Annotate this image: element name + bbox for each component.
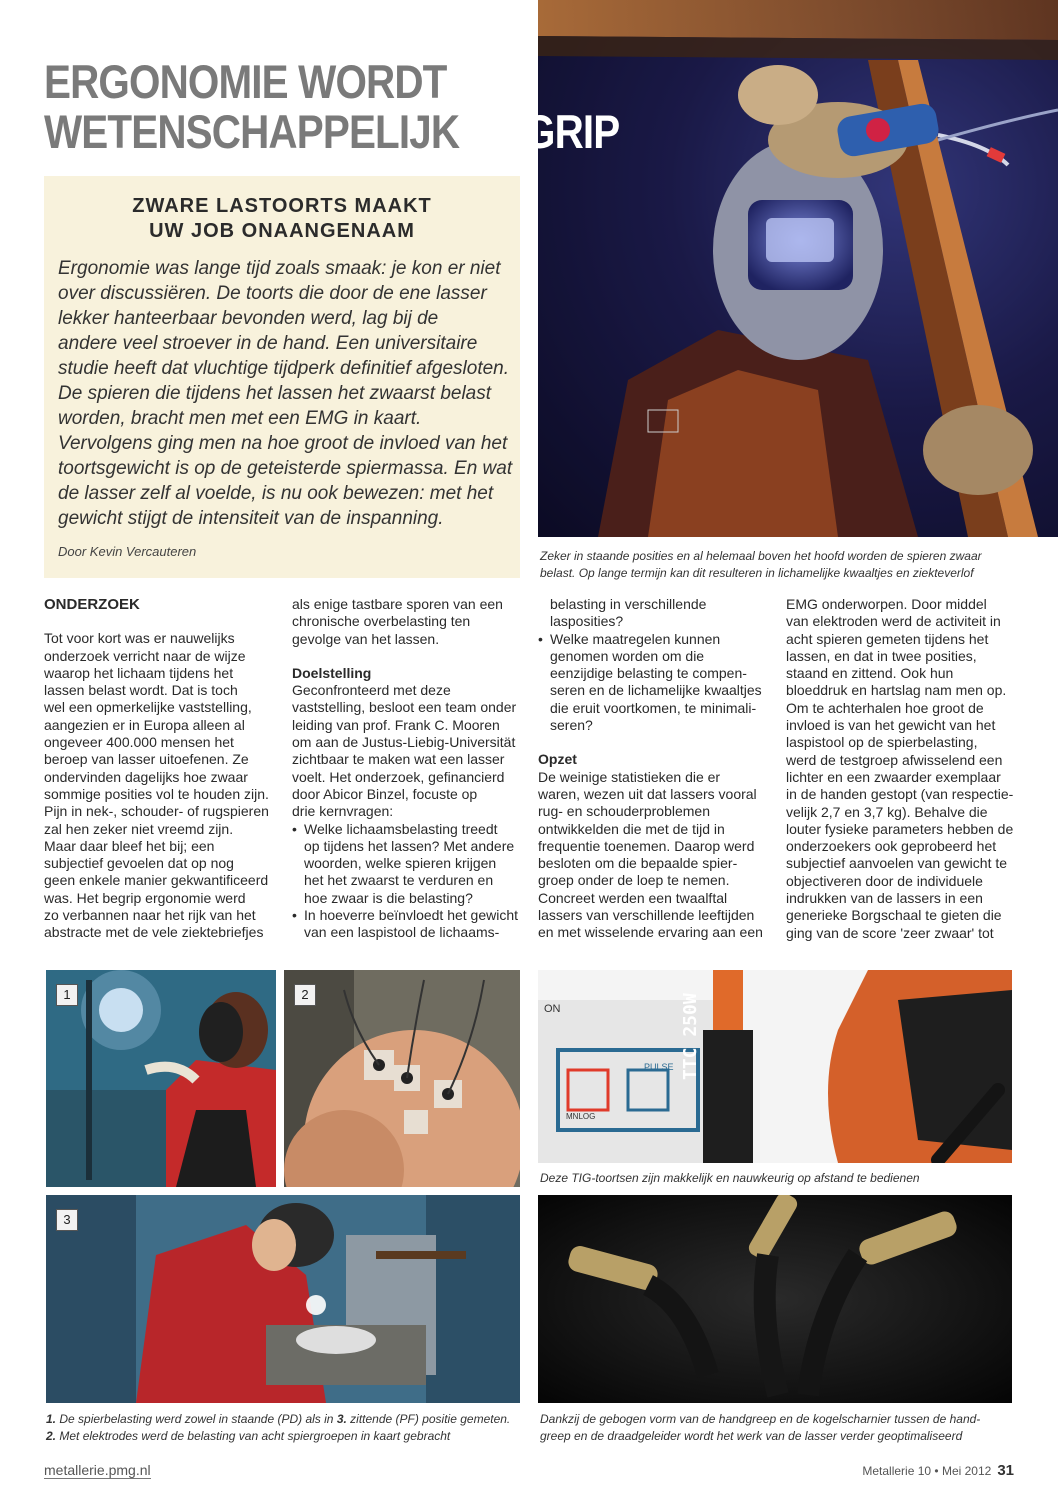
body-line: invloed is van het gewicht van het: [786, 717, 996, 734]
body-line: subjectief gevoelen dat op nog: [44, 855, 234, 872]
photo-electrodes-back: [284, 970, 520, 1187]
intro-line: Ergonomie was lange tijd zoals smaak: je kon er niet: [58, 258, 501, 279]
photo-number-1: 1: [56, 984, 78, 1006]
page-number: 31: [997, 1462, 1014, 1479]
machine-on-label: ON: [544, 1003, 561, 1015]
hero-caption-line2: belast. Op lange termijn kan dit resulteren in lichamelijke kwaaltjes en ziekteverlof: [540, 566, 974, 580]
hero-caption-line1: Zeker in staande posities en al helemaal boven het hoofd worden de spieren zwaar: [540, 549, 982, 563]
machine-model-label: TTC 250W: [680, 993, 701, 1080]
body-line: abstracte met de vele ziektebriefjes: [44, 924, 264, 941]
body-line: van elektroden werd de activiteit in: [786, 613, 1001, 630]
page-title-line2: [44, 105, 620, 158]
caption-text: zittende (PF) positie gemeten.: [346, 1412, 511, 1426]
body-line: lassen belast wordt. Dat is toch: [44, 682, 238, 699]
caption-text: Met elektrodes werd de belasting van acht spiergroepen in kaart gebracht: [56, 1429, 451, 1443]
body-line: lassers van verschillende leeftijden: [538, 907, 755, 924]
body-line: Concreet werden een twaalftal: [538, 889, 728, 906]
body-line: louter fysieke parameters hebben de: [786, 820, 1014, 837]
body-line: zo verbannen naar het rijk van het: [44, 907, 256, 924]
body-line: drie kernvragen:: [292, 803, 394, 820]
section-heading-onderzoek: ONDERZOEK: [44, 596, 140, 613]
footer-site[interactable]: metallerie.pmg.nl: [44, 1462, 151, 1478]
intro-box: [44, 176, 520, 578]
footer-issue-text: Metallerie 10 • Mei 2012: [862, 1464, 992, 1478]
body-line: om aan de Justus-Liebig-Universität: [292, 734, 516, 751]
intro-line: De spieren die tijdens het lassen het zwaarst belast: [58, 383, 492, 404]
body-line: sommige posities vol te houden zijn.: [44, 785, 269, 802]
section-heading-doelstelling: Doelstelling: [292, 664, 372, 681]
intro-line: over discussiëren. De toorts die door de ene lasser: [58, 283, 487, 304]
body-line: bloeddruk en hartslag nam men op.: [786, 682, 1007, 699]
body-line: als enige tastbare sporen van een: [292, 596, 503, 612]
photo-caption-left-line1: [46, 1411, 510, 1428]
page-title-accent: BEGRIP: [469, 105, 620, 158]
intro-lead: [58, 256, 514, 531]
bullet-line: op tijdens het lassen? Met andere: [304, 837, 515, 854]
hero-photo-welder: [538, 0, 1058, 537]
torch-caption: [540, 1411, 980, 1445]
footer-site-link[interactable]: [44, 1462, 151, 1478]
body-line: werd de testgroep afwisselend een: [786, 751, 1003, 768]
body-line: en met wisselende ervaring aan een: [538, 924, 763, 941]
intro-line: studie heeft dat vluchtige tijdperk definitief afgesloten.: [58, 358, 510, 379]
body-line: Tot voor kort was er nauwelijks: [44, 630, 235, 647]
intro-line: lekker hanteerbaar bevonden werd, lag bij de: [58, 308, 439, 329]
bullet-line: van een laspistool de lichaams-: [304, 924, 500, 941]
bullet-line: eenzijdige belasting te compen-: [550, 665, 747, 682]
body-line: velijk 2,7 en 3,7 kg). Behalve die: [786, 803, 988, 820]
bullet-line: hoe zwaar is die belasting?: [304, 889, 473, 906]
body-line: waarop het lichaam tijdens het: [44, 664, 234, 681]
body-line: vaststelling, besloot een team onder: [292, 699, 517, 716]
caption-text: De spierbelasting werd zowel in staande (PD) als in: [56, 1412, 337, 1426]
body-line: was. Het begrip ergonomie werd: [44, 889, 246, 906]
body-line: lichter en een zwaarder exemplaar: [786, 768, 1001, 785]
body-line: voelt. Het onderzoek, gefinancierd: [292, 768, 505, 785]
photo-seated-welder: [46, 1195, 520, 1403]
intro-line: de lasser zelf al voelde, is nu ook bewezen: met het: [58, 483, 494, 504]
photo-number-3: 3: [56, 1209, 78, 1231]
body-line: chronische overbelasting ten: [292, 613, 471, 630]
intro-line: gewicht stijgt de intensiteit van de inspanning.: [58, 508, 444, 529]
body-line: besloten om die bepaalde spier-: [538, 855, 738, 872]
intro-heading-line2: UW JOB ONAANGENAAM: [149, 220, 415, 242]
body-line: Maar daar bleef het bij; een: [44, 837, 215, 854]
machine-mode-label: MNLOG: [566, 1112, 596, 1121]
machine-pulse-label: PULSE: [644, 1062, 674, 1072]
body-line: frequentie toenemen. Daarop werd: [538, 837, 755, 854]
bullet-line: seren en de lichamelijke kwaaltjes: [550, 682, 762, 699]
bullet-line: genomen worden om die: [550, 647, 705, 664]
caption-number-2: 2.: [46, 1429, 57, 1443]
body-line: EMG onderworpen. Door middel: [786, 596, 987, 612]
body-line: ongeveer 400.000 mensen het: [44, 734, 234, 751]
body-line: ging van de score 'zeer zwaar' tot: [786, 924, 994, 941]
body-line: onderzoekers ook geprobeerd het: [786, 838, 997, 855]
body-line: gevolge van het lassen.: [292, 630, 440, 647]
body-column-4: [786, 596, 1018, 942]
bullet-line: seren?: [550, 717, 593, 734]
body-line: waren, wezen uit dat lassers vooral: [538, 785, 757, 802]
body-line: aangezien er in Europa alleen al: [44, 716, 245, 733]
intro-heading: [44, 194, 520, 244]
body-line: beroep van lasser uitoefenen. Ze: [44, 751, 249, 768]
page-title-line1: ERGONOMIE WORDT: [44, 55, 447, 108]
photo-number-2: 2: [294, 984, 316, 1006]
body-line: rug- en schouderproblemen: [538, 803, 710, 820]
intro-line: toortsgewicht is op de geteisterde spiermassa. En wat: [58, 458, 513, 479]
photo-standing-welder: [46, 970, 276, 1187]
hero-caption: [540, 548, 982, 582]
body-line: ontwikkelden die met de tijd in: [538, 820, 725, 837]
body-line: door Abicor Binzel, focuste op: [292, 785, 478, 802]
body-line: indrukken van de lassers in een: [786, 890, 983, 907]
body-line: subjectief aanvoelen van gewicht te: [786, 855, 1008, 872]
bullet-line: laspositi​es?: [550, 613, 624, 630]
body-line: generieke Borgschaal te gieten die: [786, 907, 1002, 924]
body-line: in de handen gestopt (van respectie-: [786, 786, 1014, 803]
photo-welding-torches: [538, 1195, 1012, 1403]
intro-line: worden, bracht men met een EMG in kaart.: [58, 408, 422, 429]
body-line: wel een opmerkelijke vaststelling,: [44, 699, 252, 716]
bullet-item: • Welke lichaamsbelasting treedt: [292, 821, 524, 838]
torch-caption-line2: greep en de draadgeleider wordt het werk van de lasser verder geoptimaliseerd: [540, 1429, 963, 1443]
body-line: Geconfronteerd met deze: [292, 682, 451, 699]
body-line: onderzoek verricht naar de wijze: [44, 647, 246, 664]
page-title-line2-main: WETENSCHAPPELIJK: [44, 105, 460, 158]
body-column-3: [538, 596, 770, 942]
body-line: groep onder de loep te nemen.: [538, 872, 730, 889]
section-heading-opzet: Opzet: [538, 751, 577, 768]
photo-caption-left: [46, 1411, 510, 1445]
bullet-item: • Welke maatregelen kunnen: [538, 631, 770, 648]
body-line: Pijn in nek-, schouder- of rugspieren: [44, 803, 269, 820]
caption-number-1: 1.: [46, 1412, 57, 1426]
bullet-item: • In hoeverre beïnvloedt het gewicht: [292, 907, 524, 924]
footer-issue: [862, 1462, 1014, 1479]
body-line: lassen, en dat in twee posities,: [786, 647, 977, 664]
body-column-2: [292, 596, 524, 942]
intro-line: andere veel stroever in de hand. Een universitaire: [58, 333, 478, 354]
body-line: staand en zittend. Ook hun: [786, 665, 954, 682]
bullet-line: die eruit voortkomen, te minimali-: [550, 699, 757, 716]
torch-caption-line1: Dankzij de gebogen vorm van de handgreep en de kogelscharnier tussen de hand-: [540, 1412, 981, 1426]
body-line: geen enkele manier gekwantificeerd: [44, 872, 269, 889]
tig-caption: Deze TIG-toortsen zijn makkelijk en nauwkeurig op afstand te bedienen: [540, 1171, 920, 1185]
body-line: Om te achterhalen hoe groot de: [786, 699, 984, 716]
caption-number-3: 3.: [336, 1412, 347, 1426]
intro-line: Vervolgens ging men na hoe groot de invloed van het: [58, 433, 508, 454]
body-column-1: [44, 596, 276, 942]
bullet-line: woorden, welke spieren krijgen: [304, 855, 497, 872]
body-line: acht spieren gemeten tijdens het: [786, 630, 989, 647]
bullet-line: belasting in verschillende: [550, 596, 707, 612]
byline: Door Kevin Vercauteren: [58, 544, 197, 559]
bullet-line: het het zwaarst te verduren en: [304, 872, 494, 889]
body-line: zichtbaar te maken wat een lasser: [292, 751, 505, 768]
body-line: objectiveren door de individuele: [786, 872, 983, 889]
intro-heading-line1: ZWARE LASTOORTS MAAKT: [132, 195, 432, 217]
photo-tig-machine: [538, 970, 1012, 1163]
photo-caption-left-line2: [46, 1428, 510, 1445]
body-line: leiding van prof. Frank C. Mooren: [292, 716, 500, 733]
body-line: zal hen zeker niet vreemd zijn.: [44, 820, 234, 837]
body-line: De weinige statistieken die er: [538, 768, 721, 785]
body-line: laspistool op de spierbelasting,: [786, 734, 978, 751]
body-line: ondervinden dagelijks hoe zwaar: [44, 768, 248, 785]
